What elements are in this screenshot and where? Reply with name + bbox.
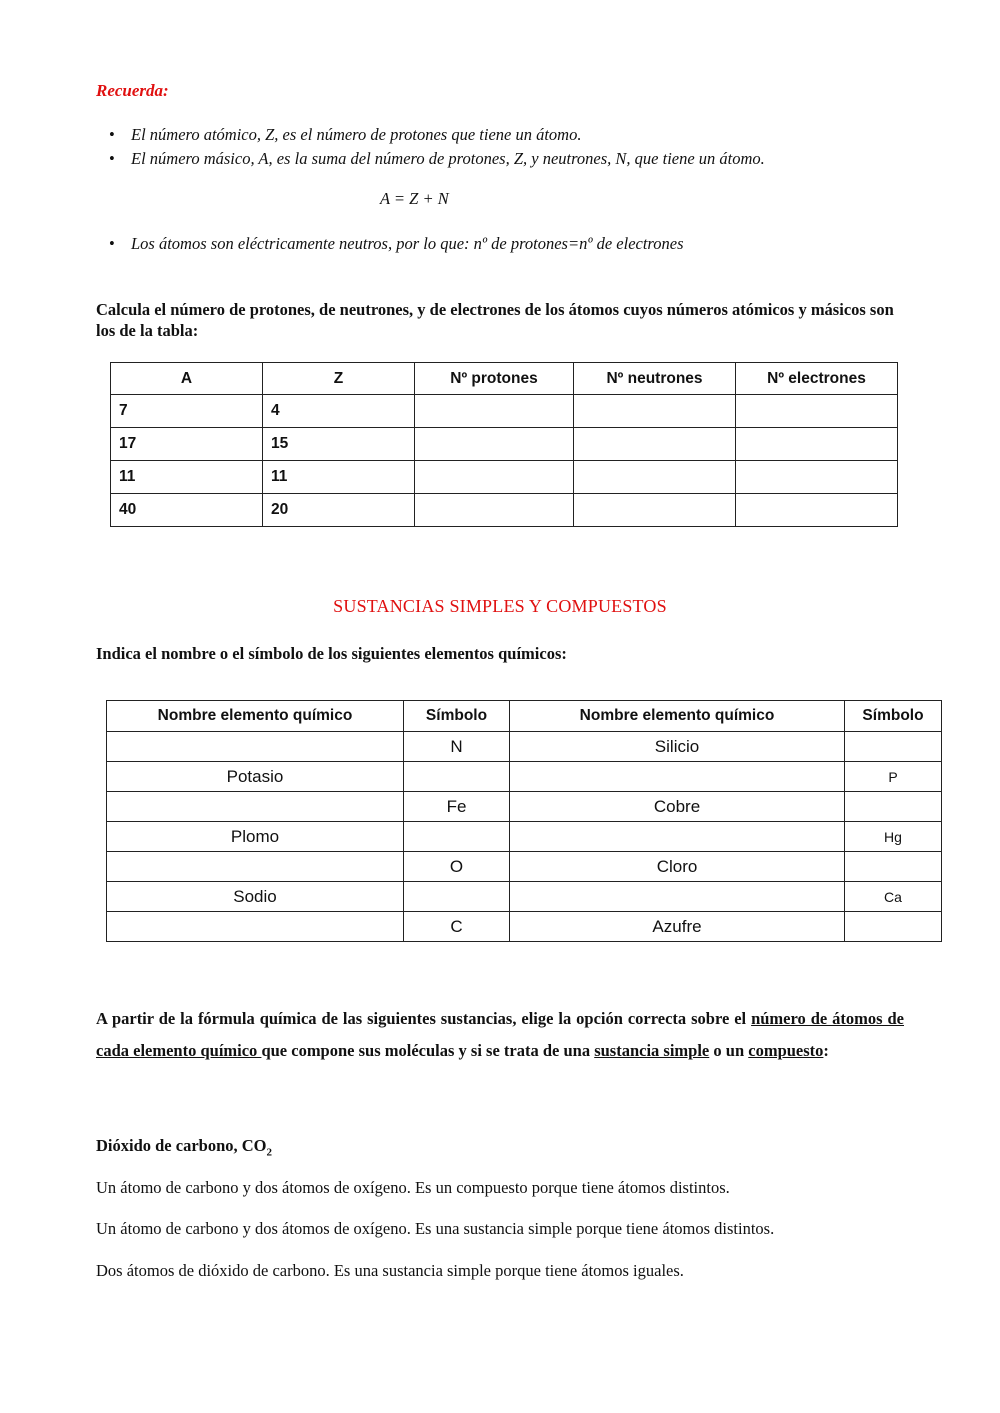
- header-element-name: Nombre elemento químico: [510, 701, 845, 732]
- cell-symbol: Fe: [404, 792, 510, 822]
- table-row: [107, 852, 942, 882]
- cell-symbol[interactable]: [404, 882, 510, 912]
- cell-name[interactable]: [107, 732, 404, 762]
- cell-symbol: O: [404, 852, 510, 882]
- table-row: [107, 732, 942, 762]
- cell-symbol: Ca: [845, 882, 942, 912]
- cell-symbol[interactable]: [845, 912, 942, 942]
- cell-neutrons-answer[interactable]: [574, 461, 736, 494]
- cell-protons-answer[interactable]: [415, 395, 574, 428]
- cell-symbol: N: [404, 732, 510, 762]
- bullet-mass-number: • El número másico, A, es la suma del número de protones, Z, y neutrones, N, que tiene un átomo.: [131, 149, 765, 169]
- cell-electrons-answer[interactable]: [736, 494, 898, 527]
- header-element-name: Nombre elemento químico: [107, 701, 404, 732]
- cell-symbol[interactable]: [404, 762, 510, 792]
- cell-name: Plomo: [107, 822, 404, 852]
- cell-name: Cobre: [510, 792, 845, 822]
- cell-name[interactable]: [510, 822, 845, 852]
- cell-electrons-answer[interactable]: [736, 428, 898, 461]
- header-z: Z: [263, 363, 415, 395]
- cell-symbol[interactable]: [845, 792, 942, 822]
- cell-name[interactable]: [107, 852, 404, 882]
- cell-symbol[interactable]: [845, 852, 942, 882]
- cell-z: 4: [263, 395, 415, 428]
- cell-name: Potasio: [107, 762, 404, 792]
- cell-neutrons-answer[interactable]: [574, 494, 736, 527]
- header-electrons: Nº electrones: [736, 363, 898, 395]
- answer-option-3[interactable]: Dos átomos de dióxido de carbono. Es una sustancia simple porque tiene átomos iguales.: [96, 1261, 684, 1280]
- recuerda-heading: Recuerda:: [96, 81, 169, 100]
- cell-electrons-answer[interactable]: [736, 461, 898, 494]
- cell-name[interactable]: [107, 912, 404, 942]
- cell-symbol[interactable]: [404, 822, 510, 852]
- question-title: Dióxido de carbono, $CO_2$: [96, 1136, 273, 1159]
- cell-name[interactable]: [510, 762, 845, 792]
- answer-option-1[interactable]: Un átomo de carbono y dos átomos de oxígeno. Es un compuesto porque tiene átomos distintos.: [96, 1178, 730, 1197]
- cell-protons-answer[interactable]: [415, 428, 574, 461]
- header-a: A: [111, 363, 263, 395]
- section-title: SUSTANCIAS SIMPLES Y COMPUESTOS: [333, 596, 667, 616]
- cell-neutrons-answer[interactable]: [574, 395, 736, 428]
- header-protons: Nº protones: [415, 363, 574, 395]
- table-row: [111, 395, 898, 428]
- mass-formula: A = Z + N: [380, 189, 449, 208]
- table-row: [111, 428, 898, 461]
- cell-z: 15: [263, 428, 415, 461]
- cell-name: Sodio: [107, 882, 404, 912]
- cell-protons-answer[interactable]: [415, 461, 574, 494]
- cell-a: 17: [111, 428, 263, 461]
- table-header-row: [107, 701, 942, 732]
- cell-name: Azufre: [510, 912, 845, 942]
- answer-option-2[interactable]: Un átomo de carbono y dos átomos de oxígeno. Es una sustancia simple porque tiene átomos distintos.: [96, 1219, 775, 1238]
- cell-z: 20: [263, 494, 415, 527]
- table-row: [111, 461, 898, 494]
- cell-name[interactable]: [510, 882, 845, 912]
- header-symbol: Símbolo: [404, 701, 510, 732]
- bullet-atomic-number: • El número atómico, Z, es el número de protones que tiene un átomo.: [131, 125, 581, 145]
- exercise3-instruction: A partir de la fórmula química de las siguientes sustancias, elige la opción correcta sobre el número de átomos de cada elemento químico que compone sus moléculas y si se trata de una sustancia simple o un compuesto:: [96, 1009, 904, 1060]
- cell-a: 7: [111, 395, 263, 428]
- cell-name: Cloro: [510, 852, 845, 882]
- header-neutrons: Nº neutrones: [574, 363, 736, 395]
- table-row: [107, 822, 942, 852]
- cell-protons-answer[interactable]: [415, 494, 574, 527]
- cell-a: 11: [111, 461, 263, 494]
- table-row: [111, 494, 898, 527]
- cell-electrons-answer[interactable]: [736, 395, 898, 428]
- cell-symbol: P: [845, 762, 942, 792]
- table-header-row: [111, 363, 898, 395]
- cell-name[interactable]: [107, 792, 404, 822]
- cell-name: Silicio: [510, 732, 845, 762]
- elements-table: [106, 700, 942, 942]
- cell-neutrons-answer[interactable]: [574, 428, 736, 461]
- exercise1-instruction: Calcula el número de protones, de neutrones, y de electrones de los átomos cuyos números atómicos y másicos son los de la tabla:: [96, 300, 894, 340]
- bullet-neutral-atoms: • Los átomos son eléctricamente neutros, por lo que: nº de protones=nº de electrones: [131, 234, 683, 254]
- header-symbol: Símbolo: [845, 701, 942, 732]
- atoms-table: [110, 362, 898, 527]
- table-row: [107, 762, 942, 792]
- table-row: [107, 912, 942, 942]
- cell-symbol[interactable]: [845, 732, 942, 762]
- cell-a: 40: [111, 494, 263, 527]
- table-row: [107, 882, 942, 912]
- table-row: [107, 792, 942, 822]
- cell-symbol: Hg: [845, 822, 942, 852]
- cell-z: 11: [263, 461, 415, 494]
- exercise2-instruction: Indica el nombre o el símbolo de los siguientes elementos químicos:: [96, 644, 567, 663]
- cell-symbol: C: [404, 912, 510, 942]
